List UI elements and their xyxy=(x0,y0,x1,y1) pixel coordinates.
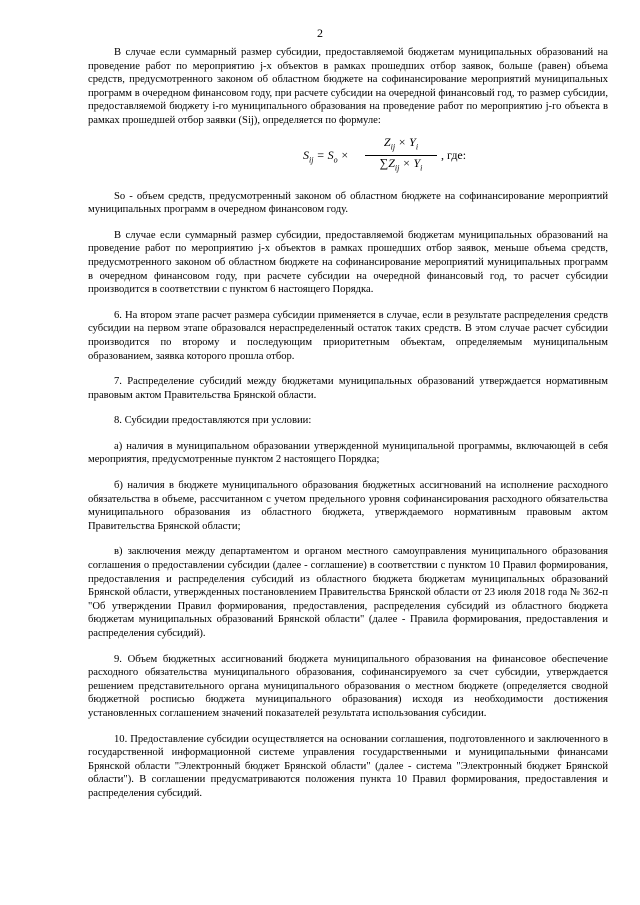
paragraph-subsidy-formula-intro: В случае если суммарный размер субсидии, предоставляемой бюджетам муниципальных образований на проведение работ по мероприятию j-х объектов в рамках прошедших отбор заявок, больше (равен) объема средств, предусмотренного законом об областном бюджете на софинансирование мероприятий муниципальных программ в очередном финансовом году, при расчете субсидии на очередной финансовый год, то размер субсидии, предоставляемой бюджету i-го муниципального образования на проведение работ по мероприятию j-го объекта в рамках прошедшей отбор заявки (Sij), определяется по формуле: xyxy=(88,47,608,126)
document-body xyxy=(88,46,608,801)
paragraph-item-8: 8. Субсидии предоставляются при условии: xyxy=(114,415,312,427)
paragraph-item-9: 9. Объем бюджетных ассигнований бюджета муниципального образования на финансовое обеспечение расходного обязательства муниципального образования, софинансируемого за счет субсидии, утверждается решением представительного органа муниципального образования о местном бюджете (определяется сводной бюджетной росписью бюджета муниципального образования) исходя из необходимости достижения установленных соглашением значений показателей результата использования субсидии. xyxy=(88,653,608,719)
formula-numerator: $Z_{ij} \times Y_i$ xyxy=(365,136,437,156)
paragraph-so-definition: So - объем средств, предусмотренный законом об областном бюджете на софинансирование мероприятий муниципальных программ в очередном финансовом году. xyxy=(88,190,608,216)
paragraph-item-10: 10. Предоставление субсидии осуществляется на основании соглашения, подготовленного и заключенного в государственной информационной системе управления государственными и муниципальными финансами Брянской области "Электронный бюджет Брянской области" (далее - система "Электронный бюджет Брянской области"). В соглашении предусматриваются положения пункта 10 Правил формирования, предоставления и распределения субсидий. xyxy=(88,733,608,799)
formula-denominator: $\sum Z_{ij} \times Y_i$ xyxy=(379,155,423,172)
paragraph-subsidy-less-case: В случае если суммарный размер субсидии, предоставляемой бюджетам муниципальных образований на проведение работ по мероприятию j-х объектов в рамках прошедших отбор заявок, меньше объема средств, предусмотренного законом об областном бюджете на софинансирование мероприятий муниципальных программ в очередном финансовом году, при расчете субсидии на очередной финансовый год, то расчет субсидии производится в соответствии с пунктом 6 настоящего Порядка. xyxy=(88,229,608,296)
formula-lhs: $S_{ij} = S_o$ × xyxy=(303,147,349,164)
paragraph-item-8b: б) наличия в бюджете муниципального образования бюджетных ассигнований на исполнение расходного обязательства в объеме, рассчитанном с учетом предельного уровня софинансирования расходного обязательства муниципального образования из областного бюджета, утверждаемого нормативным правовым актом Правительства Брянской области; xyxy=(88,480,608,532)
paragraph-item-6: 6. На втором этапе расчет размера субсидии применяется в случае, если в результате распределения средств субсидии на первом этапе образовался нераспределенный остаток таких средств. В этом случае расчет субсидии производится по второму и последующим приоритетным объектам, определяемым муниципальным образованием, заявка которого прошла отбор. xyxy=(88,309,608,362)
subsidy-formula xyxy=(88,136,608,176)
formula-fraction xyxy=(365,136,437,175)
paragraph-item-8a: а) наличия в муниципальном образовании утвержденной муниципальной программы, включающей в себя мероприятия, предусмотренные пунктом 2 настоящего Порядка; xyxy=(88,440,608,466)
paragraph-item-8v: в) заключения между департаментом и органом местного самоуправления муниципального образования соглашения о предоставлении субсидии (далее - соглашение) в соответствии с пунктом 10 Правил формирования, предоставления и распределения субсидий из областного бюджета бюджетам муниципальных образований Брянской области, утвержденных постановлением Правительства Брянской области от 23 июля 2018 года № 362-п "Об утверждении Правил формирования, предоставления, распределения субсидий из областного бюджета бюджетам муниципальных образований Брянской области" (далее - Правила формирования, предоставления и распределения субсидий). xyxy=(88,546,608,639)
page-number: 2 xyxy=(317,26,323,40)
formula-where: , где: xyxy=(441,147,467,162)
paragraph-item-7: 7. Распределение субсидий между бюджетами муниципальных образований утверждается нормативным правовым актом Правительства Брянской области. xyxy=(88,376,608,401)
